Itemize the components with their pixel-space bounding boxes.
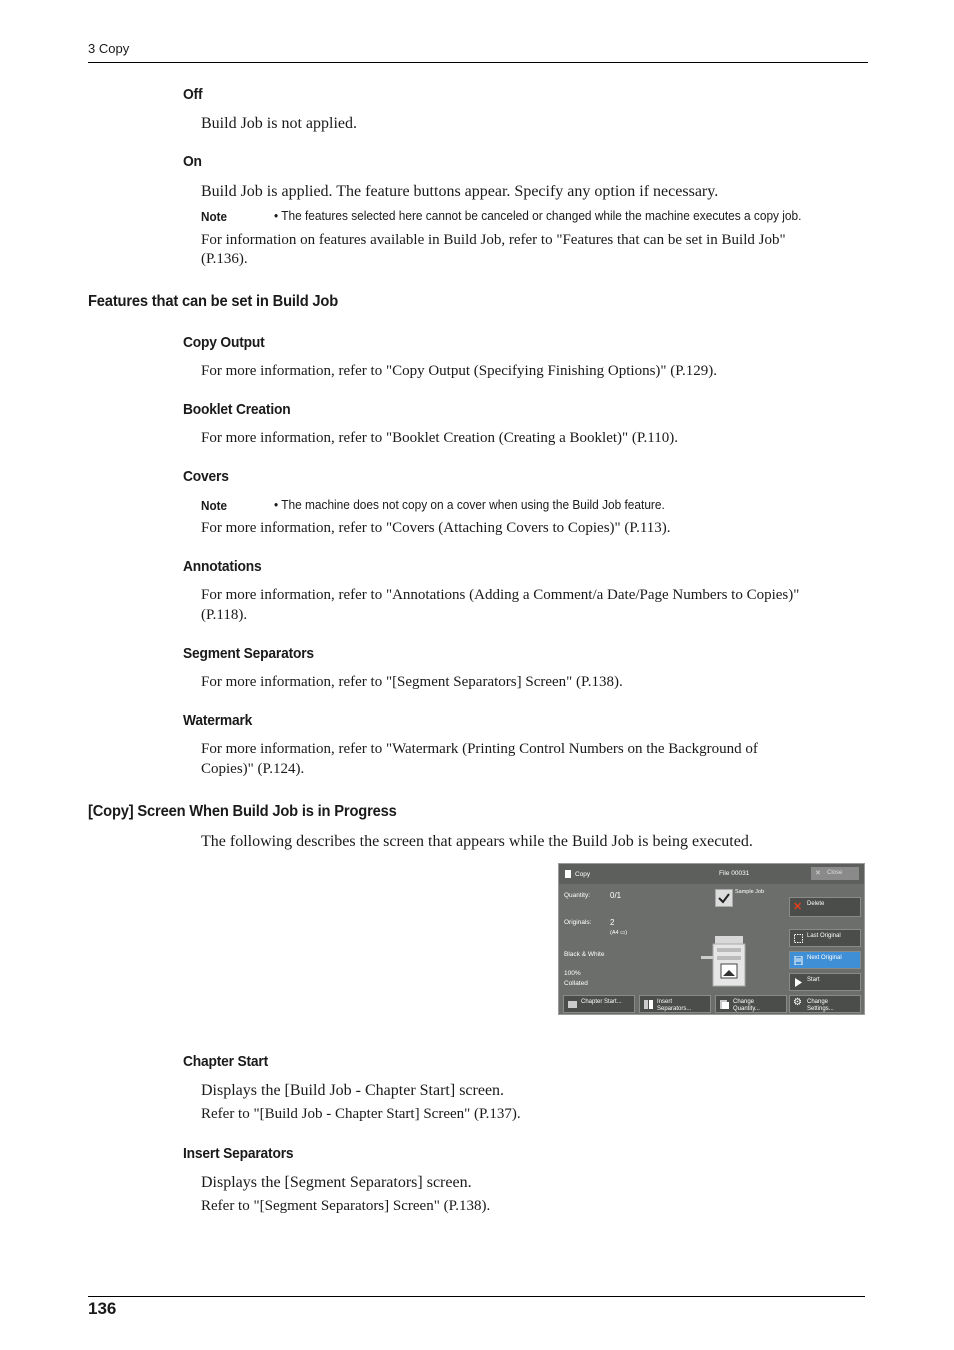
annotations-line1: For more information, refer to "Annotations (Adding a Comment/a Date/Page Numbers to Copies)" [201,587,800,603]
last-original-label: Last Original [807,933,841,939]
chapter-start-ref: Refer to "[Build Job - Chapter Start] Screen" (P.137). [201,1106,521,1122]
start-button[interactable] [789,973,861,991]
last-original-button[interactable] [789,929,861,947]
checkmark-icon [716,890,732,906]
annotations-line2: (P.118). [201,607,248,623]
change-settings-label-2: Settings... [807,1006,834,1012]
on-heading: On [183,153,202,170]
file-label: File 00031 [719,870,750,877]
start-icon [794,978,803,987]
delete-icon: ✕ [793,901,803,913]
originals-label: Originals: [564,919,592,926]
insert-separators-text: Displays the [Segment Separators] screen. [201,1174,472,1191]
color-mode: Black & White [564,951,605,958]
page-number: 136 [88,1299,117,1318]
booklet-heading: Booklet Creation [183,401,291,418]
close-icon: ✕ [815,870,821,877]
copy-output-text: For more information, refer to "Copy Output (Specifying Finishing Options)" (P.129). [201,363,717,379]
segment-text: For more information, refer to "[Segment Separators] Screen" (P.138). [201,674,623,690]
delete-label: Delete [807,901,825,907]
on-info-line1: For information on features available in Build Job, refer to "Features that can be set in Build Job" [201,232,786,248]
header-rule [88,62,868,63]
change-settings-label-1: Change [807,999,829,1005]
zoom-value: 100% [564,970,581,977]
start-label: Start [807,977,820,983]
watermark-line1: For more information, refer to "Watermark (Printing Control Numbers on the Background of [201,741,758,757]
close-button[interactable] [811,867,859,880]
change-quantity-button[interactable] [715,995,787,1013]
chapter-start-icon [568,1000,577,1009]
sample-job-checkbox[interactable] [715,889,733,907]
off-heading: Off [183,86,203,103]
chapter-start-label: Chapter Start... [581,999,622,1005]
running-header: 3 Copy [88,41,130,56]
watermark-line2: Copies)" (P.124). [201,761,305,777]
covers-note-text: • The machine does not copy on a cover when using the Build Job feature. [274,498,665,512]
next-original-icon [794,956,803,965]
note-label: Note [201,209,228,224]
watermark-heading: Watermark [183,712,253,729]
close-label: Close [827,870,843,876]
on-text: Build Job is applied. The feature buttons appear. Specify any option if necessary. [201,183,719,200]
covers-heading: Covers [183,468,229,485]
next-original-label: Next Original [807,955,842,961]
delete-button[interactable] [789,897,861,917]
features-heading: Features that can be set in Build Job [88,293,339,310]
progress-heading: [Copy] Screen When Build Job is in Progress [88,803,397,820]
copy-icon [564,869,572,879]
printer-illustration-icon [699,934,749,989]
last-original-icon [794,934,803,943]
originals-value: 2 [610,918,615,927]
change-quantity-label-1: Change [733,999,755,1005]
copy-output-heading: Copy Output [183,334,265,351]
gear-icon: ⚙ [793,997,802,1008]
covers-text: For more information, refer to "Covers (Attaching Covers to Copies)" (P.113). [201,520,671,536]
insert-separators-heading: Insert Separators [183,1145,294,1162]
quantity-value: 0/1 [610,891,622,900]
insert-separators-label-2: Separators... [657,1006,692,1012]
next-original-button[interactable] [789,951,861,969]
insert-separators-icon [644,1000,653,1009]
copy-screen-screenshot [558,863,865,1015]
originals-size: (A4 ▭) [610,930,628,936]
covers-note-label: Note [201,498,228,513]
screen-title: Copy [575,871,591,878]
booklet-text: For more information, refer to "Booklet Creation (Creating a Booklet)" (P.110). [201,430,678,446]
change-settings-button[interactable] [789,995,861,1013]
chapter-start-text: Displays the [Build Job - Chapter Start] screen. [201,1082,505,1099]
chapter-start-heading: Chapter Start [183,1053,269,1070]
sample-job-label: Sample Job [735,889,765,895]
off-text: Build Job is not applied. [201,115,357,132]
insert-separators-label-1: Insert [657,999,673,1005]
footer-rule [88,1296,865,1297]
change-quantity-icon [720,1000,729,1009]
note-text: • The features selected here cannot be canceled or changed while the machine executes a copy job. [274,209,802,223]
on-info-line2: (P.136). [201,251,248,267]
change-quantity-label-2: Quantity... [733,1006,760,1012]
insert-separators-button[interactable] [639,995,711,1013]
quantity-label: Quantity: [564,892,591,899]
annotations-heading: Annotations [183,558,262,575]
insert-separators-ref: Refer to "[Segment Separators] Screen" (P.138). [201,1198,491,1214]
segment-heading: Segment Separators [183,645,314,662]
chapter-start-button[interactable] [563,995,635,1013]
progress-text: The following describes the screen that appears while the Build Job is being executed. [201,833,753,850]
collation-value: Collated [564,980,588,987]
